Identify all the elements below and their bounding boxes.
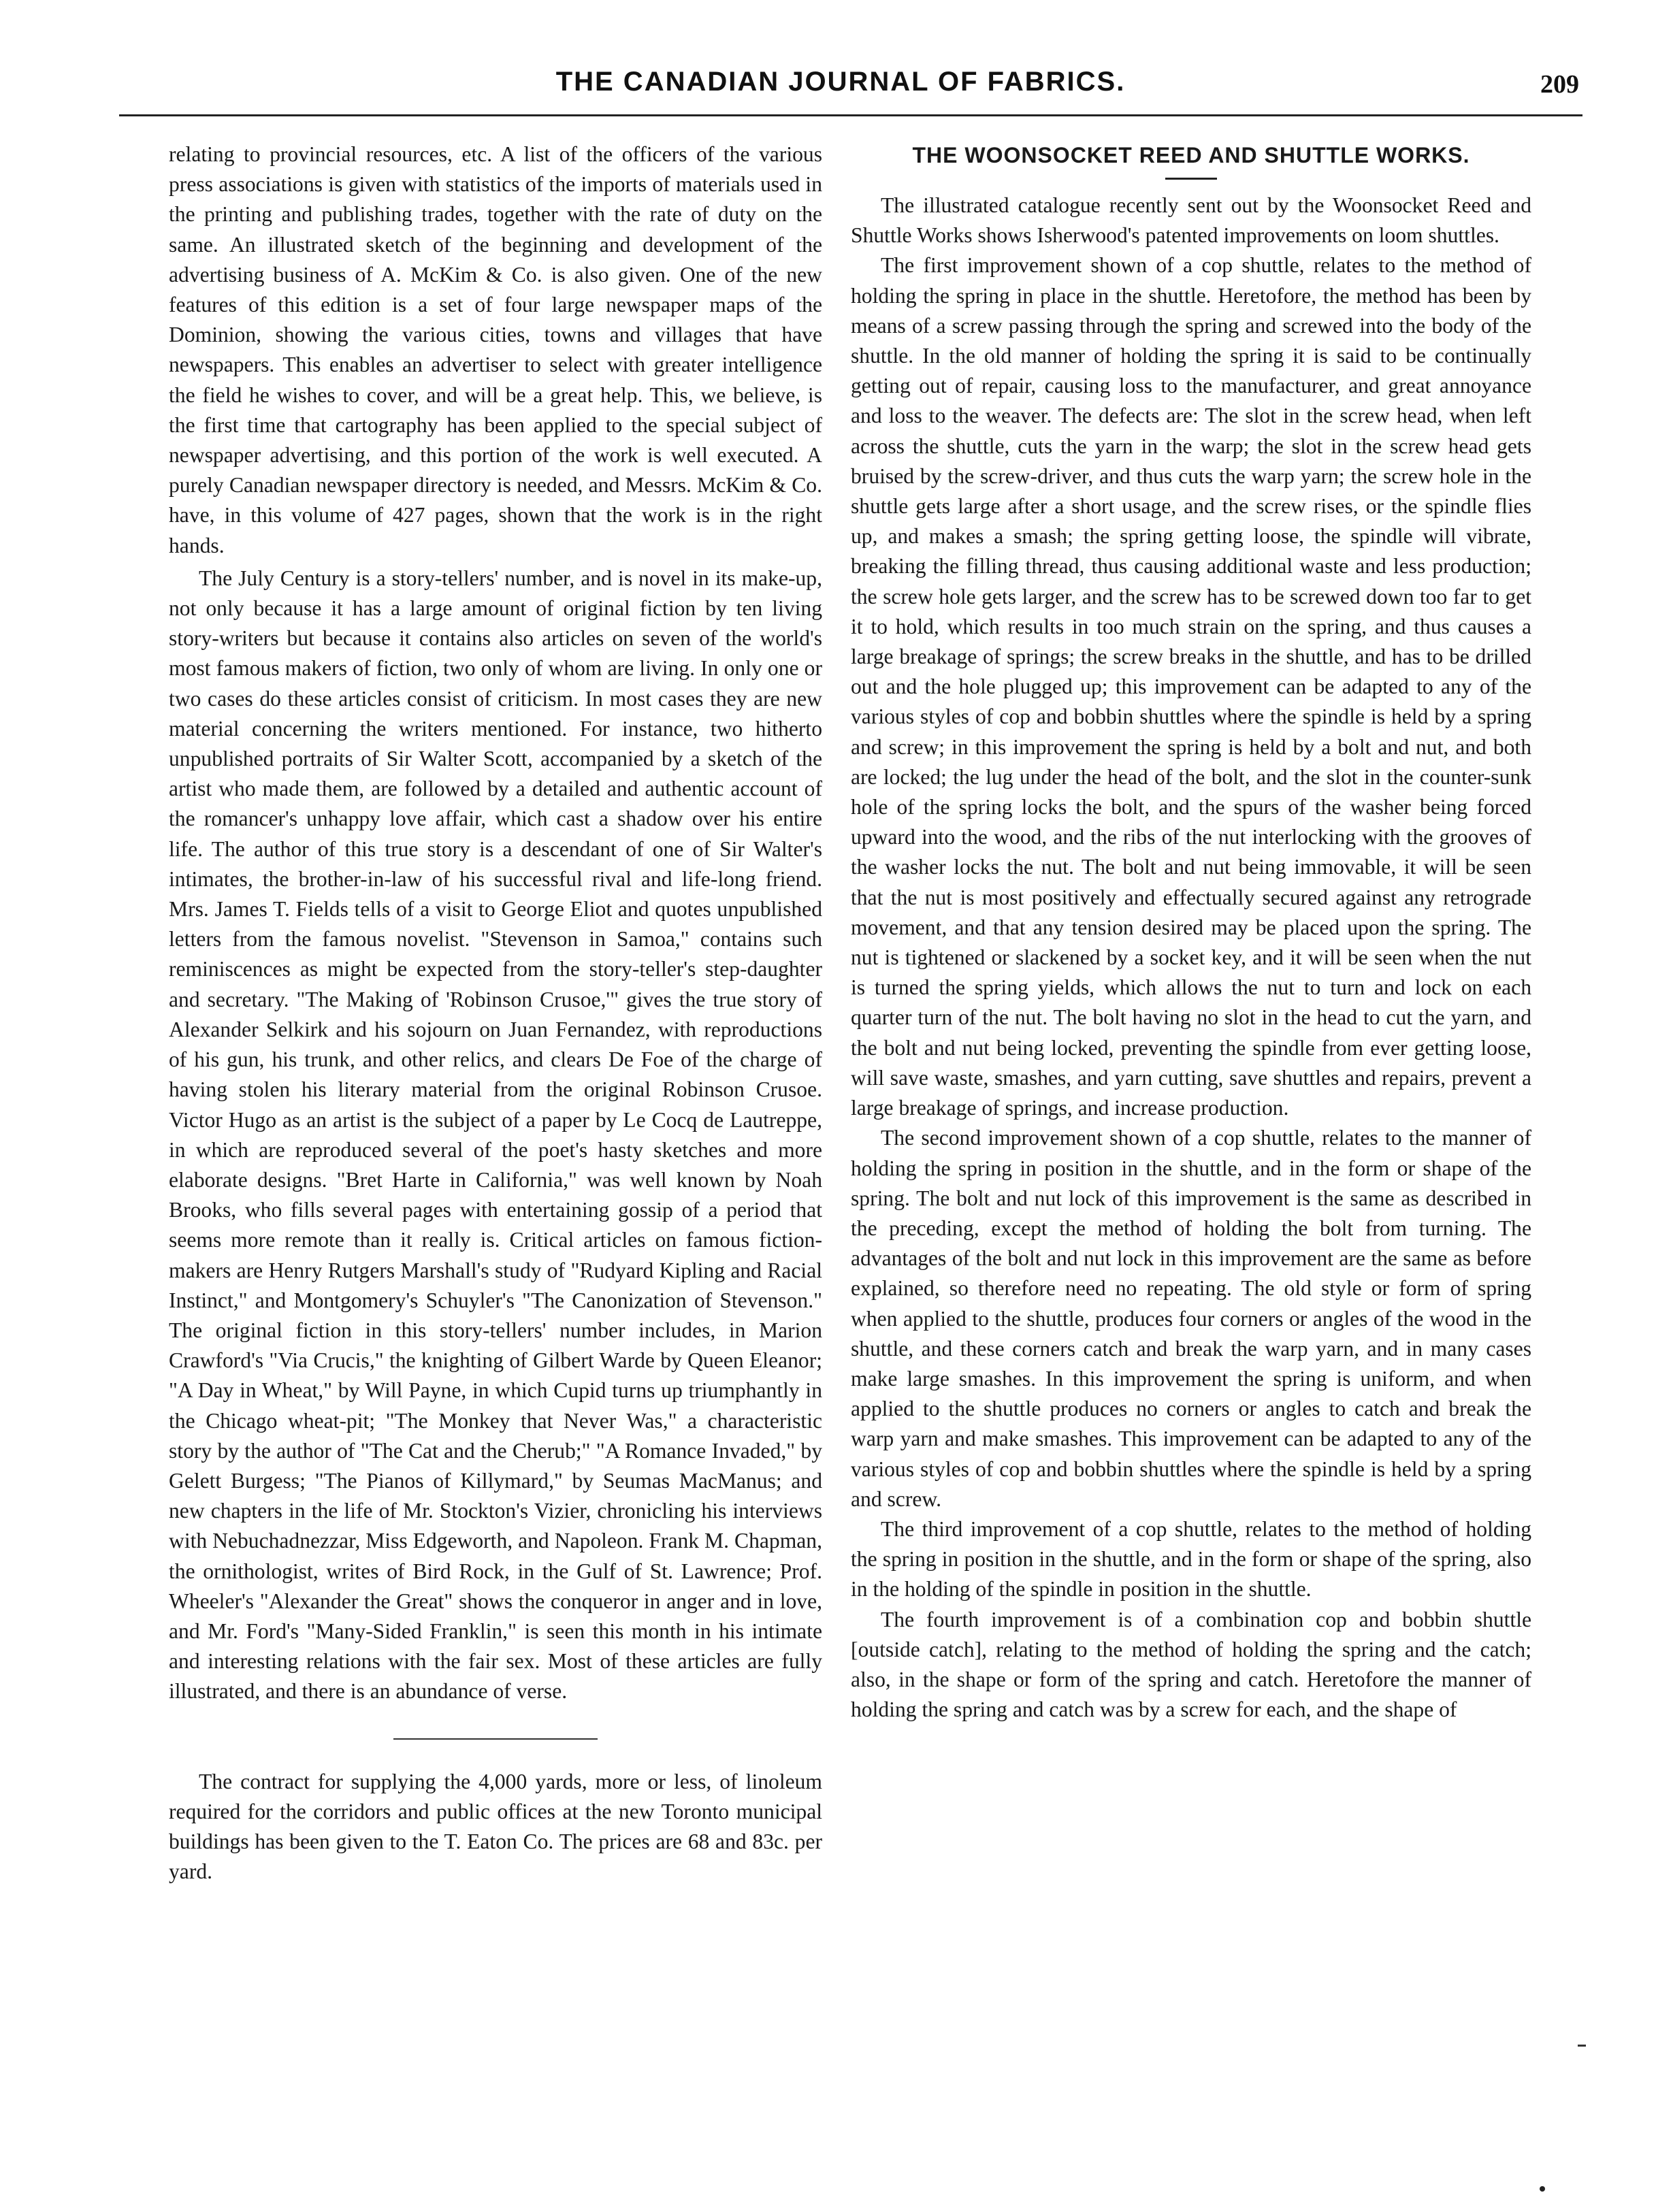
section-separator-rule xyxy=(393,1738,598,1740)
page-number: 209 xyxy=(1540,70,1579,99)
running-title: THE CANADIAN JOURNAL OF FABRICS. xyxy=(555,67,1126,97)
paragraph: The first improvement shown of a cop shuttle, relates to the method of holding the spring in place in the shuttle. Heretofore, the method has been by means of a screw passing through the spring and screwed into the body of the shuttle. In the old manner of holding the spring it is said to be continually getting out of repair, causing loss to the manufacturer, and great annoyance and loss to the weaver. The defects are: The slot in the screw head, when left across the shuttle, cuts the yarn in the warp; the slot in the screw head gets bruised by the screw-driver, and thus cuts the warp yarn; the screw hole in the shuttle gets large after a short usage, and the screw rises, or the spindle flies up, and makes a smash; the spring getting loose, the spindle will vibrate, breaking the filling thread, thus causing additional waste and less production; the screw hole gets larger, and the screw has to be screwed down too far to get it to hold, which results in too much strain on the spring, and thus causes a large breakage of springs; the screw breaks in the shuttle, and has to be drilled out and the hole plugged up; this improvement can be adapted to any of the various styles of cop and bobbin shuttles where the spindle is held by a spring and screw; in this improvement the spring is held by a bolt and nut, and both are locked; the lug under the head of the bolt, and the slot in the counter-sunk hole of the spring locks the bolt, and the spurs of the washer being forced upward into the wood, and the ribs of the nut interlocking with the grooves of the washer locks the nut. The bolt and nut being immovable, it will be seen that the nut is most positively and effectually secured against any retrograde movement, and that any tension desired may be placed upon the spring. The nut is tightened or slackened by a socket key, and it will be seen when the nut is turned the spring yields, which allows the nut to turn and lock on each quarter turn of the nut. The bolt having no slot in the head to cut the yarn, and the bolt and nut being locked, preventing the spindle from ever getting loose, will save waste, smashes, and yarn cutting, save shuttles and repairs, prevent a large breakage of springs, and increase production. xyxy=(851,253,1531,1120)
paragraph: The second improvement shown of a cop shuttle, relates to the manner of holding the spring in position in the shuttle, and in the form or shape of the spring. The bolt and nut lock of this improvement is the same as described in the preceding, except the method of holding the bolt from turning. The advantages of the bolt and nut lock in this improvement are the same as before explained, so therefore need no repeating. The old style or form of spring when applied to the shuttle, produces four corners or angles of the wood in the shuttle, and these corners catch and break the warp yarn, and in many cases make large smashes. In this improvement the spring is uniform, and when applied to the shuttle produces no corners or angles to catch and break the warp yarn and make smashes. This improvement can be adapted to any of the various styles of cop and bobbin shuttles where the spindle is held by a spring and screw. xyxy=(851,1126,1531,1511)
print-mark xyxy=(1540,2186,1545,2192)
paragraph: The third improvement of a cop shuttle, relates to the method of holding the spring in position in the shuttle, and in the form or shape of the spring, also in the holding of the spindle in position in the shuttle. xyxy=(851,1516,1531,1601)
title-rule xyxy=(1165,178,1217,180)
page-header xyxy=(102,67,1579,108)
header-rule xyxy=(119,114,1582,116)
left-column xyxy=(169,140,822,1887)
right-column xyxy=(851,140,1531,1725)
paragraph: The contract for supplying the 4,000 yards, more or less, of linoleum required for the corridors and public offices at the new Toronto municipal buildings has been given to the T. Eaton Co. The prices are 68 and 83c. per yard. xyxy=(169,1769,822,1884)
paragraph: relating to provincial resources, etc. A list of the officers of the various press associations is given with statistics of the imports of materials used in the printing and publishing trades, together with the rate of duty on the same. An illustrated sketch of the beginning and development of the advertising business of A. McKim & Co. is also given. One of the new features of this edition is a set of four large newspaper maps of the Dominion, showing the various cities, towns and villages that have newspapers. This enables an advertiser to select with greater intelligence the field he wishes to cover, and will be a great help. This, we believe, is the first time that cartography has been applied to the special subject of newspaper advertising, and this portion of the work is well executed. A purely Canadian newspaper directory is needed, and Messrs. McKim & Co. have, in this volume of 427 pages, shown that the work is in the right hands. xyxy=(169,142,822,557)
paragraph: The fourth improvement is of a combination cop and bobbin shuttle [outside catch], relating to the method of holding the spring and the catch; also, in the shape or form of the spring and catch. Heretofore the manner of holding the spring and catch was by a screw for each, and the shape of xyxy=(851,1607,1531,1722)
article-title: THE WOONSOCKET REED AND SHUTTLE WORKS. xyxy=(912,143,1470,167)
print-mark xyxy=(1578,2045,1586,2047)
paragraph: The illustrated catalogue recently sent out by the Woonsocket Reed and Shuttle Works shows Isherwood's patented improvements on loom shuttles. xyxy=(851,193,1531,248)
paragraph: The July Century is a story-tellers' number, and is novel in its make-up, not only because it has a large amount of original fiction by ten living story-writers but because it contains also articles on seven of the world's most famous makers of fiction, two only of whom are living. In only one or two cases do these articles consist of criticism. In most cases they are new material concerning the writers mentioned. For instance, two hitherto unpublished portraits of Sir Walter Scott, accompanied by a sketch of the artist who made them, are followed by a detailed and authentic account of the romancer's unhappy love affair, which cast a shadow over his entire life. The author of this true story is a descendant of one of Sir Walter's intimates, the brother-in-law of his successful rival and life-long friend. Mrs. James T. Fields tells of a visit to George Eliot and quotes unpublished letters from the famous novelist. "Stevenson in Samoa," contains such reminiscences as might be expected from the story-teller's step-daughter and secretary. "The Making of 'Robinson Crusoe,'" gives the true story of Alexander Selkirk and his sojourn on Juan Fernandez, with reproductions of his gun, his trunk, and other relics, and clears De Foe of the charge of having stolen his literary material from the original Robinson Crusoe. Victor Hugo as an artist is the subject of a paper by Le Cocq de Lautreppe, in which are reproduced several of the poet's hasty sketches and more elaborate designs. "Bret Harte in California," was well known by Noah Brooks, who fills several pages with entertaining gossip of a period that seems more remote than it really is. Critical articles on famous fiction-makers are Henry Rutgers Marshall's study of "Rudyard Kipling and Racial Instinct," and Montgomery's Schuyler's "The Canonization of Stevenson." The original fiction in this story-tellers' number includes, in Marion Crawford's "Via Crucis," the knighting of Gilbert Warde by Queen Eleanor; "A Day in Wheat," by Will Payne, in which Cupid turns up triumphantly in the Chicago wheat-pit; "The Monkey that Never Was," a characteristic story by the author of "The Cat and the Cherub;" "A Romance Invaded," by Gelett Burgess; "The Pianos of Killymard," by Seumas MacManus; and new chapters in the life of Mr. Stockton's Vizier, chronicling his interviews with Nebuchadnezzar, Miss Edgeworth, and Napoleon. Frank M. Chapman, the ornithologist, writes of Bird Rock, in the Gulf of St. Lawrence; Prof. Wheeler's "Alexander the Great" shows the conqueror in anger and in love, and Mr. Ford's "Many-Sided Franklin," is seen this month in his intimate and interesting relations with the fair sex. Most of these articles are fully illustrated, and there is an abundance of verse. xyxy=(169,566,822,1704)
